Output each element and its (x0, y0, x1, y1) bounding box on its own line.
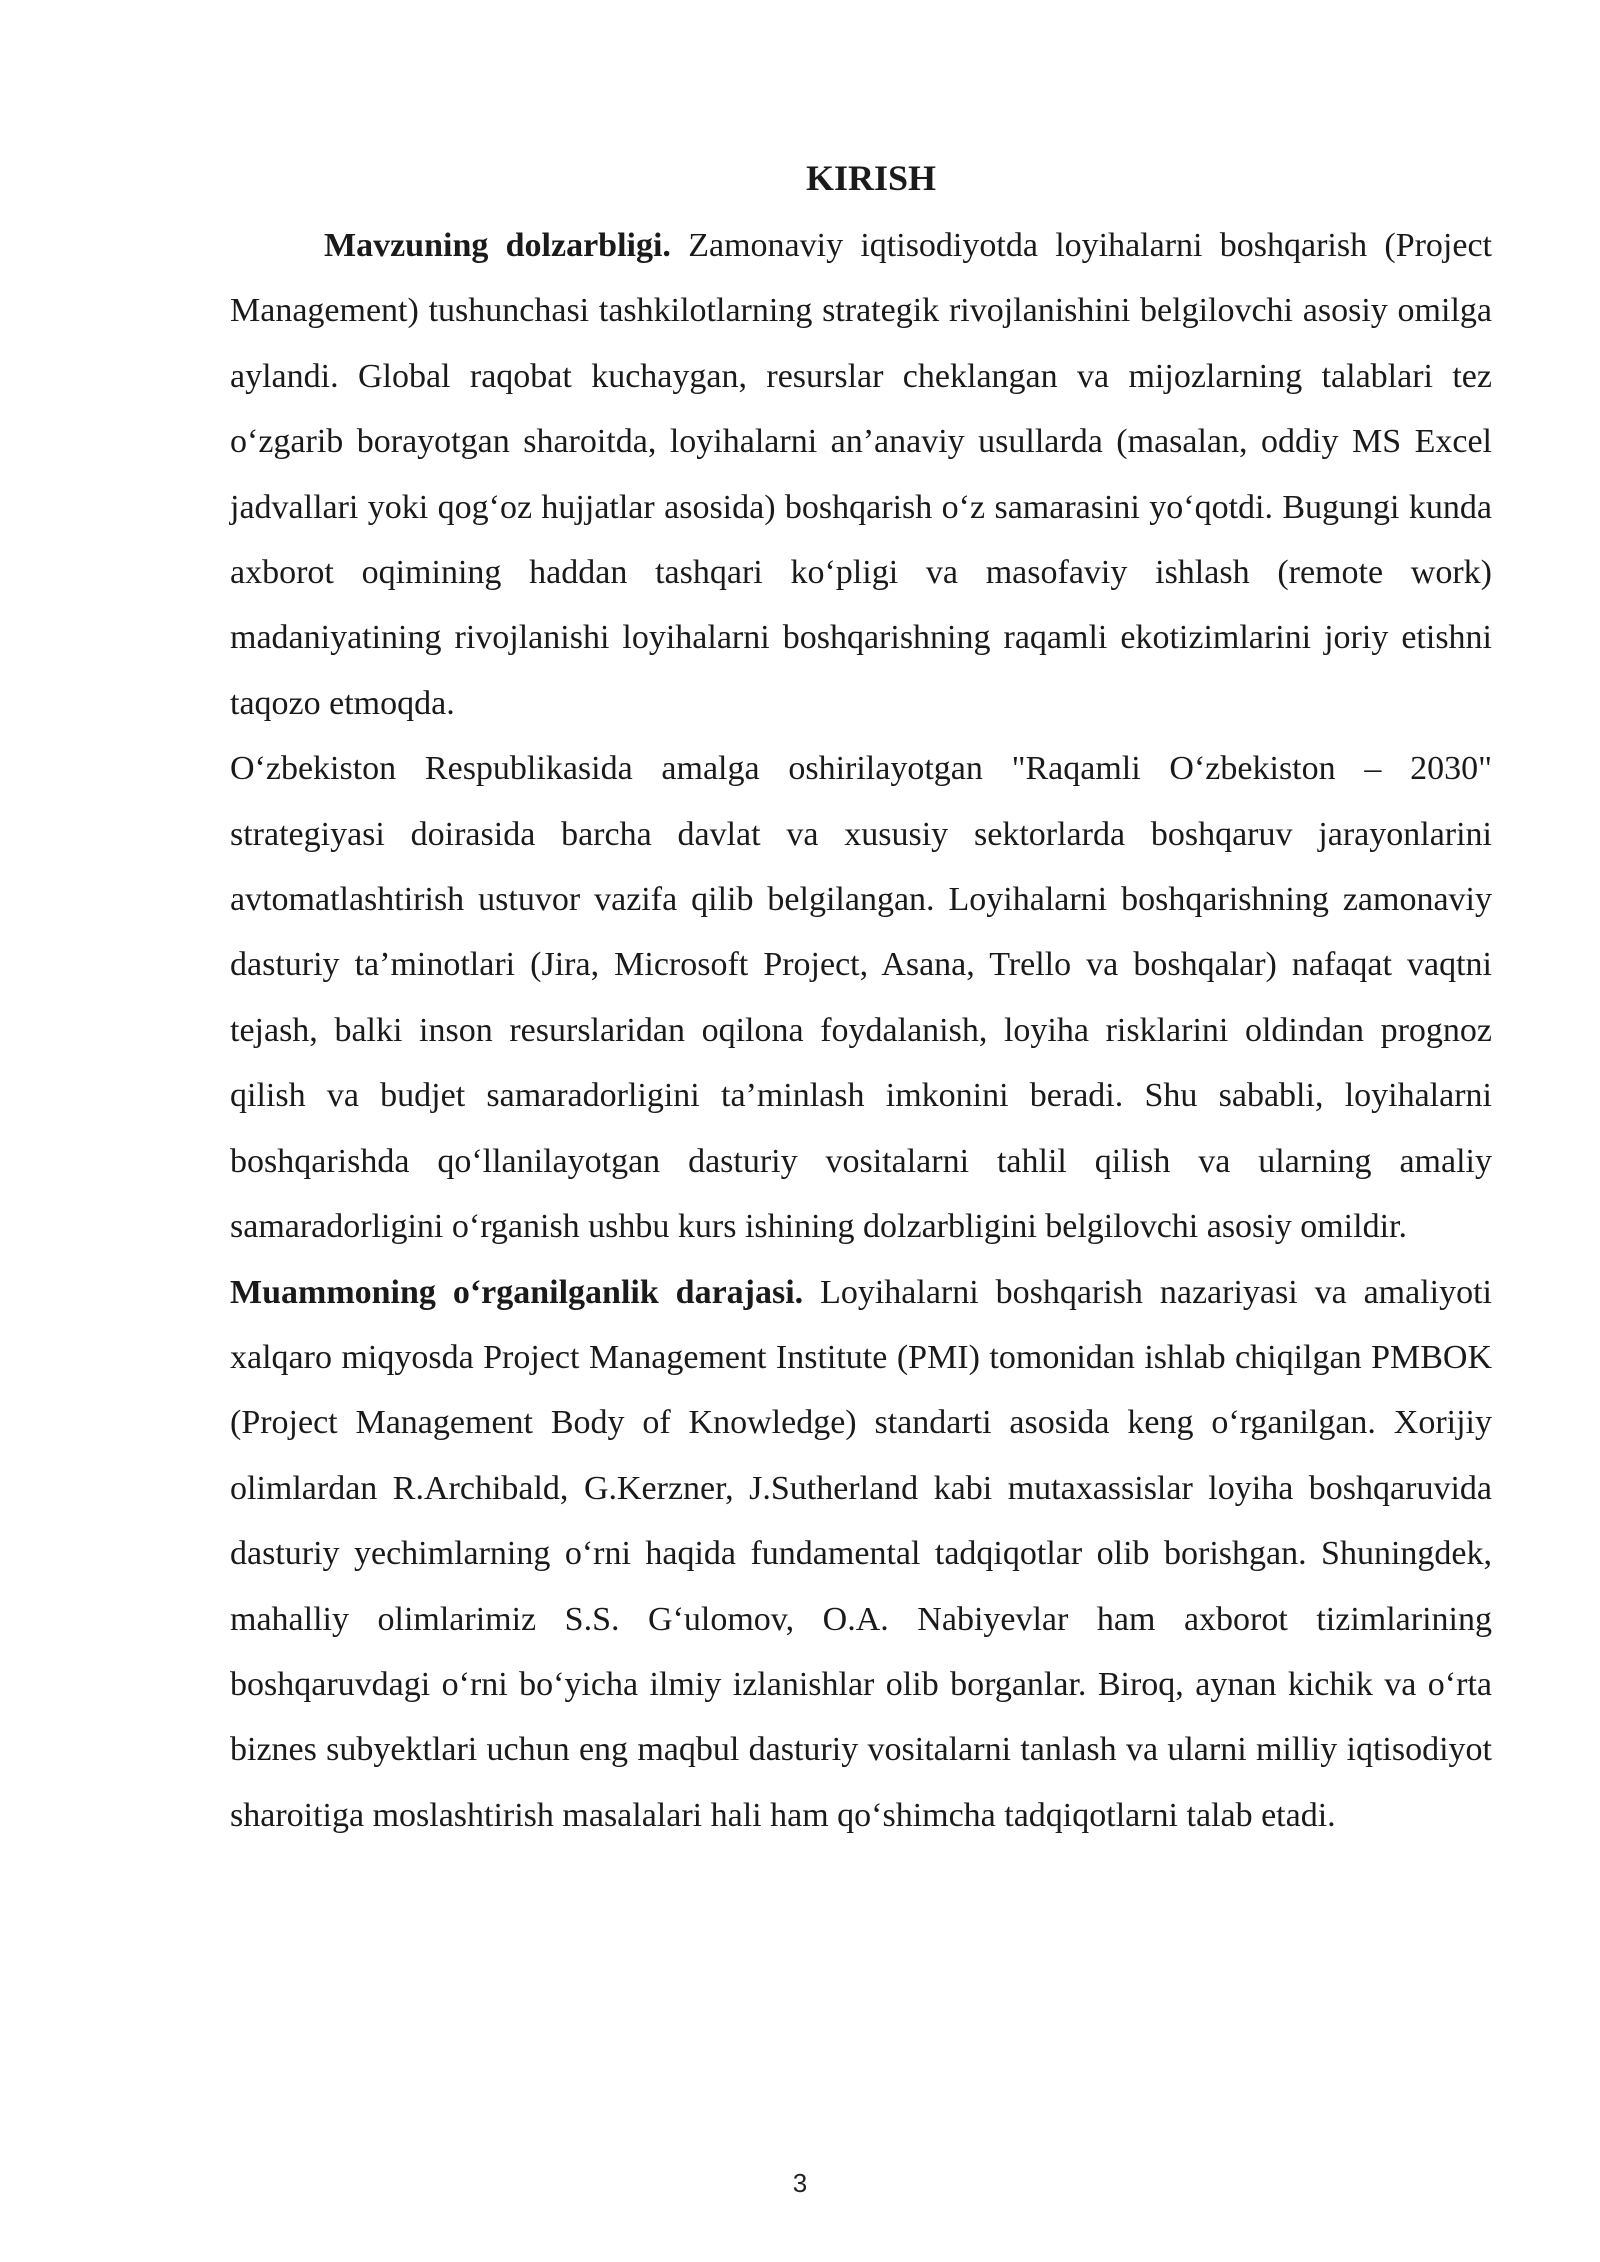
page-content (230, 148, 1492, 1848)
paragraph-relevance (230, 213, 1492, 736)
page-number: 3 (792, 2168, 808, 2198)
paragraph-research-level (230, 1260, 1492, 1849)
paragraph-text-strategy: O‘zbekiston Respublikasida amalga oshirilayotgan "Raqamli O‘zbekiston – 2030" strategiyasi doirasida barcha davlat va xususiy sektorlarda boshqaruv jarayonlarini avtomatlashtirish ustuvor vazifa qilib belgilangan. Loyihalarni boshqarishning zamonaviy dasturiy ta’minotlari (Jira, Microsoft Project, Asana, Trello va boshqalar) nafaqat vaqtni tejash, balki inson resurslaridan oqilona foydalanish, loyiha risklarini oldindan prognoz qilish va budjet samaradorligini ta’minlash imkonini beradi. Shu sababli, loyihalarni boshqarishda qo‘llanilayotgan dasturiy vositalarni tahlil qilish va ularning amaliy samaradorligini o‘rganish ushbu kurs ishining dolzarbligini belgilovchi asosiy omildir. (230, 750, 1492, 1246)
paragraph-strategy (230, 736, 1492, 1259)
paragraph-text-research-level: Loyihalarni boshqarish nazariyasi va amaliyoti xalqaro miqyosda Project Management Institute (PMI) tomonidan ishlab chiqilgan PMBOK (Project Management Body of Knowledge) standarti asosida keng o‘rganilgan. Xorijiy olimlardan R.Archibald, G.Kerzner, J.Sutherland kabi mutaxassislar loyiha boshqaruvida dasturiy yechimlarning o‘rni haqida fundamental tadqiqotlar olib borishgan. Shuningdek, mahalliy olimlarimiz S.S. G‘ulomov, O.A. Nabiyevlar ham axborot tizimlarining boshqaruvdagi o‘rni bo‘yicha ilmiy izlanishlar olib borganlar. Biroq, aynan kichik va o‘rta biznes subyektlari uchun eng maqbul dasturiy vositalarni tanlash va ularni milliy iqtisodiyot sharoitiga moslashtirish masalalari hali ham qo‘shimcha tadqiqotlarni talab etadi. (230, 1273, 1492, 1834)
paragraph-lead-relevance: Mavzuning dolzarbligi. (324, 227, 671, 264)
paragraph-lead-research-level: Muammoning o‘rganilganlik darajasi. (230, 1273, 804, 1311)
paragraph-text-relevance: Zamonaviy iqtisodiyotda loyihalarni boshqarish (Project Management) tushunchasi tashkilotlarning strategik rivojlanishini belgilovchi asosiy omilga aylandi. Global raqobat kuchaygan, resurslar cheklangan va mijozlarning talablari tez o‘zgarib borayotgan sharoitda, loyihalarni an’anaviy usullarda (masalan, oddiy MS Excel jadvallari yoki qog‘oz hujjatlar asosida) boshqarish o‘z samarasini yo‘qotdi. Bugungi kunda axborot oqimining haddan tashqari ko‘pligi va masofaviy ishlash (remote work) madaniyatining rivojlanishi loyihalarni boshqarishning raqamli ekotizimlarini joriy etishni taqozo etmoqda. (230, 227, 1493, 722)
page-title: KIRISH (805, 158, 937, 198)
